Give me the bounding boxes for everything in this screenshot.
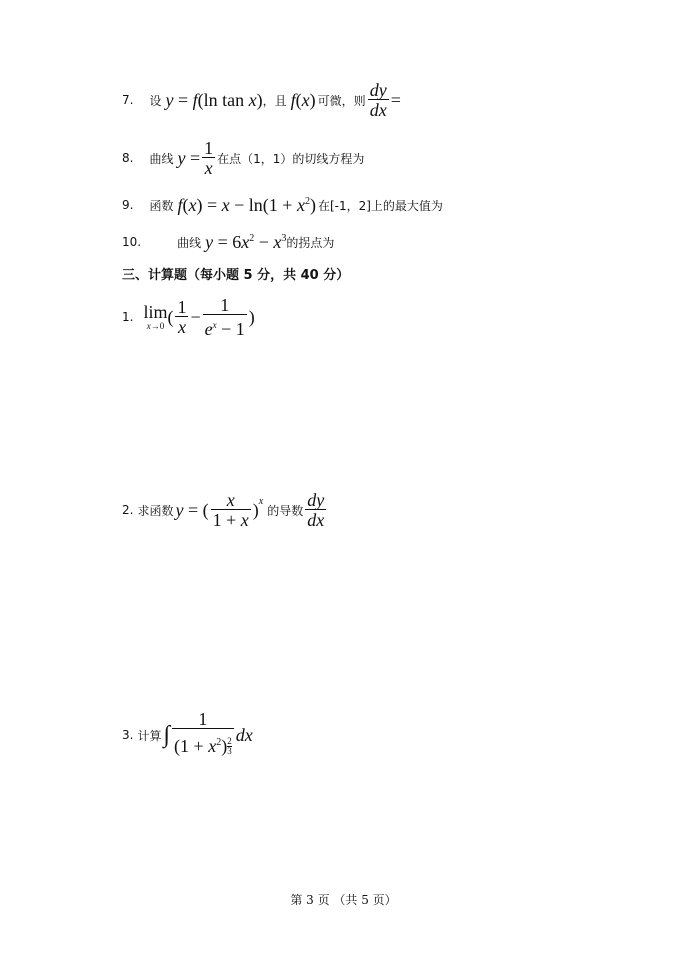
q9-formula: $f(x) = x - \ln(1 + x^2)$ — [177, 194, 316, 215]
calc2-fraction: $\frac{x}{1 + x}$ — [212, 489, 249, 530]
q7-prefix: 设 — [149, 93, 162, 108]
calc1-number: 1. — [122, 310, 134, 324]
q10-suffix: 的拐点为 — [286, 235, 335, 250]
calc2-suffix: 的导数 — [267, 503, 304, 518]
page-footer: 第 3 页 （共 5 页） — [290, 893, 397, 907]
q10-prefix: 曲线 — [177, 235, 202, 250]
q7-number: 7. — [122, 93, 134, 107]
section-3-title: 三、计算题（每小题 5 分，共 40 分） — [122, 268, 350, 283]
integral-sign: ∫ — [163, 721, 171, 748]
calc-question-2: 2. 求函数 y = ( $\frac{x}{1 + x}$ ) $^x$ 的导数 $\frac{dy}{dx}$ — [122, 489, 325, 530]
q8-suffix: 在点（1，1）的切线方程为 — [217, 151, 365, 166]
q7-fx: f(x) — [290, 89, 316, 110]
question-10 — [122, 229, 334, 255]
q9-suffix: 在[-1，2]上的最大值为 — [317, 198, 443, 213]
q7-derivative: $\frac{dy}{dx}$ — [369, 79, 387, 120]
q8-fraction: $\frac{1}{x}$ — [204, 137, 214, 178]
question-9 — [122, 192, 443, 218]
calc3-label: 计算 — [137, 728, 162, 743]
q7-formula: y = f(ln tan x) — [165, 89, 263, 110]
q10-number: 10. — [122, 235, 142, 249]
calc2-number: 2. — [122, 503, 134, 517]
calc-question-3: 3. 计算 ∫ 1 $(1 + x^2)$ $^{\frac{2}{3}}$ dx — [122, 705, 253, 765]
calc1-frac1: $\frac{1}{x}$ — [177, 296, 187, 337]
q8-prefix: 曲线 — [149, 151, 174, 166]
q7-equals: = — [390, 89, 401, 110]
q10-formula: $y = 6x^2 - x^3$ — [205, 231, 287, 252]
q8-number: 8. — [122, 151, 134, 165]
q7-mid: ，且 — [262, 93, 287, 108]
question-8 — [122, 136, 364, 180]
calc1-limit: lim x→0 — [143, 302, 168, 331]
calc2-derivative: $\frac{dy}{dx}$ — [307, 489, 325, 530]
calc-question-1: 1. lim x→0 ( $\frac{1}{x}$ − $\frac{1}{e^x - 1}$ ) — [122, 294, 255, 339]
calc1-frac2: $\frac{1}{e^x - 1}$ — [204, 294, 245, 339]
calc3-fraction: 1 $(1 + x^2)$ $^{\frac{2}{3}}$ — [174, 709, 232, 756]
q9-prefix: 函数 — [149, 198, 174, 213]
calc3-number: 3. — [122, 728, 134, 742]
calc2-label: 求函数 — [137, 503, 174, 518]
q9-number: 9. — [122, 198, 134, 212]
q8-formula: y = — [177, 147, 201, 168]
q7-mid2: 可微，则 — [317, 93, 366, 108]
question-7 — [122, 78, 401, 122]
